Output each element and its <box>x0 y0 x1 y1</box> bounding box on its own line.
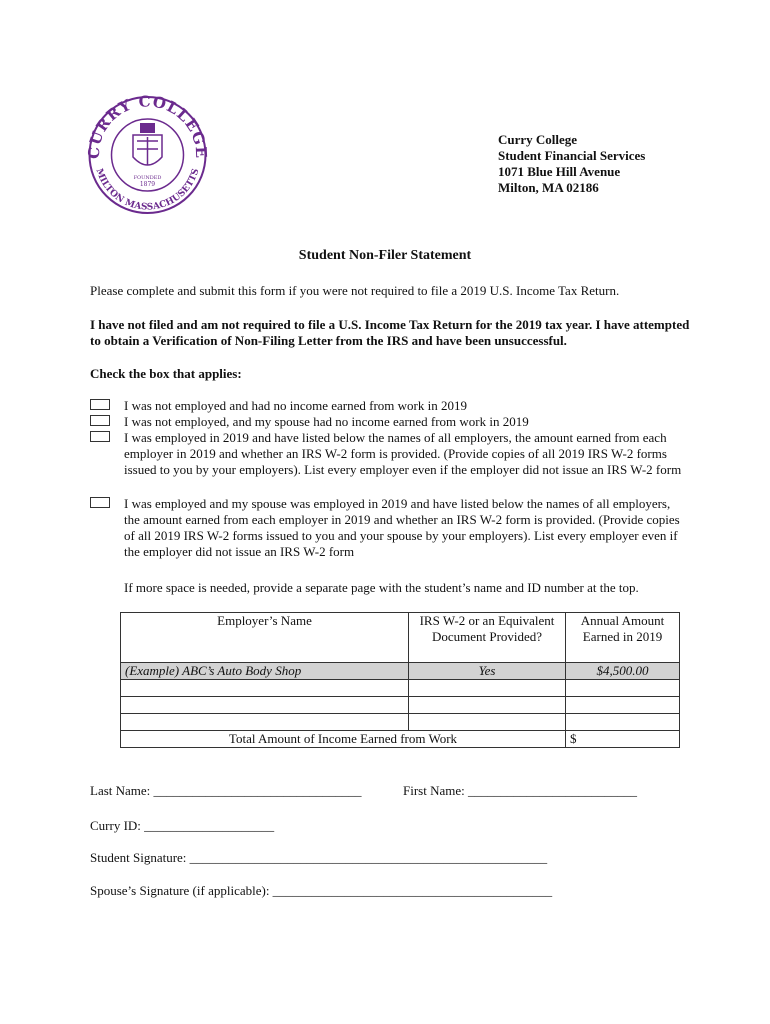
address-line: Student Financial Services <box>498 148 646 163</box>
total-amount-cell[interactable]: $ <box>566 731 680 748</box>
address-line: 1071 Blue Hill Avenue <box>498 164 621 179</box>
header-annual-amount: Annual Amount Earned in 2019 <box>566 613 680 663</box>
example-employer: (Example) ABC’s Auto Body Shop <box>121 663 409 680</box>
svg-text:1879: 1879 <box>139 181 156 188</box>
option-label-3: I was employed in 2019 and have listed below the names of all employers, the amount earned from each employer in 2019 and whether an IRS W-2 form is provided. (Provide copies of all 2019 IRS W-2 forms issued to you by your employers). List every employer even if the employer did not issue an IRS W-2 form <box>124 430 682 477</box>
last-name-field[interactable]: Last Name: ________________________________ <box>90 783 362 798</box>
attestation-text: I have not filed and am not required to file a U.S. Income Tax Return for the 2019 tax year. I have attempted to obtain a Verification of Non-Filing Letter from the IRS and have been unsuccessful. <box>90 317 690 348</box>
check-prompt: Check the box that applies: <box>90 366 242 381</box>
checkbox-option-1[interactable] <box>90 399 110 410</box>
table-row <box>121 697 680 714</box>
header-w2-provided: IRS W-2 or an Equivalent Document Provided? <box>409 613 566 663</box>
return-address <box>498 132 645 196</box>
amount-cell[interactable] <box>566 680 680 697</box>
curry-id-field[interactable]: Curry ID: ____________________ <box>90 818 275 833</box>
example-row <box>121 663 680 680</box>
employer-name-cell[interactable] <box>121 714 409 731</box>
example-w2: Yes <box>409 663 566 680</box>
address-line: Curry College <box>498 132 578 147</box>
total-row <box>121 731 680 748</box>
w2-cell[interactable] <box>409 714 566 731</box>
svg-text:FOUNDED: FOUNDED <box>133 175 162 181</box>
first-name-field[interactable]: First Name: __________________________ <box>403 783 637 798</box>
table-header-row <box>121 613 680 663</box>
intro-text: Please complete and submit this form if you were not required to file a 2019 U.S. Income Tax Return. <box>90 283 620 298</box>
form-title: Student Non-Filer Statement <box>298 248 472 263</box>
address-line: Milton, MA 02186 <box>498 180 599 195</box>
employer-table <box>120 612 680 748</box>
student-signature-field[interactable]: Student Signature: _______________________________________________________ <box>90 850 548 865</box>
option-label-1: I was not employed and had no income earned from work in 2019 <box>124 398 467 413</box>
space-note: If more space is needed, provide a separate page with the student’s name and ID number at the top. <box>124 580 639 595</box>
checkbox-option-3[interactable] <box>90 431 110 442</box>
example-amount: $4,500.00 <box>566 663 680 680</box>
employer-name-cell[interactable] <box>121 680 409 697</box>
w2-cell[interactable] <box>409 697 566 714</box>
checkbox-option-4[interactable] <box>90 497 110 508</box>
table-row <box>121 714 680 731</box>
table-row <box>121 680 680 697</box>
amount-cell[interactable] <box>566 697 680 714</box>
option-label-2: I was not employed, and my spouse had no income earned from work in 2019 <box>124 414 529 429</box>
employer-name-cell[interactable] <box>121 697 409 714</box>
option-label-4: I was employed and my spouse was employed in 2019 and have listed below the names of all employers, the amount earned from each employer in 2019 and whether an IRS W-2 form is provided. (Provide copies of all 2019 IRS W-2 forms issued to you and your spouse by your employers). List every employer even if the employer did not issue an IRS W-2 form <box>124 496 680 559</box>
checkbox-option-2[interactable] <box>90 415 110 426</box>
svg-text:CURRY COLLEGE: CURRY COLLEGE <box>85 95 210 160</box>
header-employer-name: Employer’s Name <box>121 613 409 663</box>
total-label: Total Amount of Income Earned from Work <box>121 731 566 748</box>
curry-college-seal-logo <box>85 95 210 215</box>
w2-cell[interactable] <box>409 680 566 697</box>
amount-cell[interactable] <box>566 714 680 731</box>
svg-text:MILTON MASSACHUSETTS: MILTON MASSACHUSETTS <box>93 167 202 213</box>
spouse-signature-field[interactable]: Spouse’s Signature (if applicable): ___________________________________________ <box>90 883 553 898</box>
